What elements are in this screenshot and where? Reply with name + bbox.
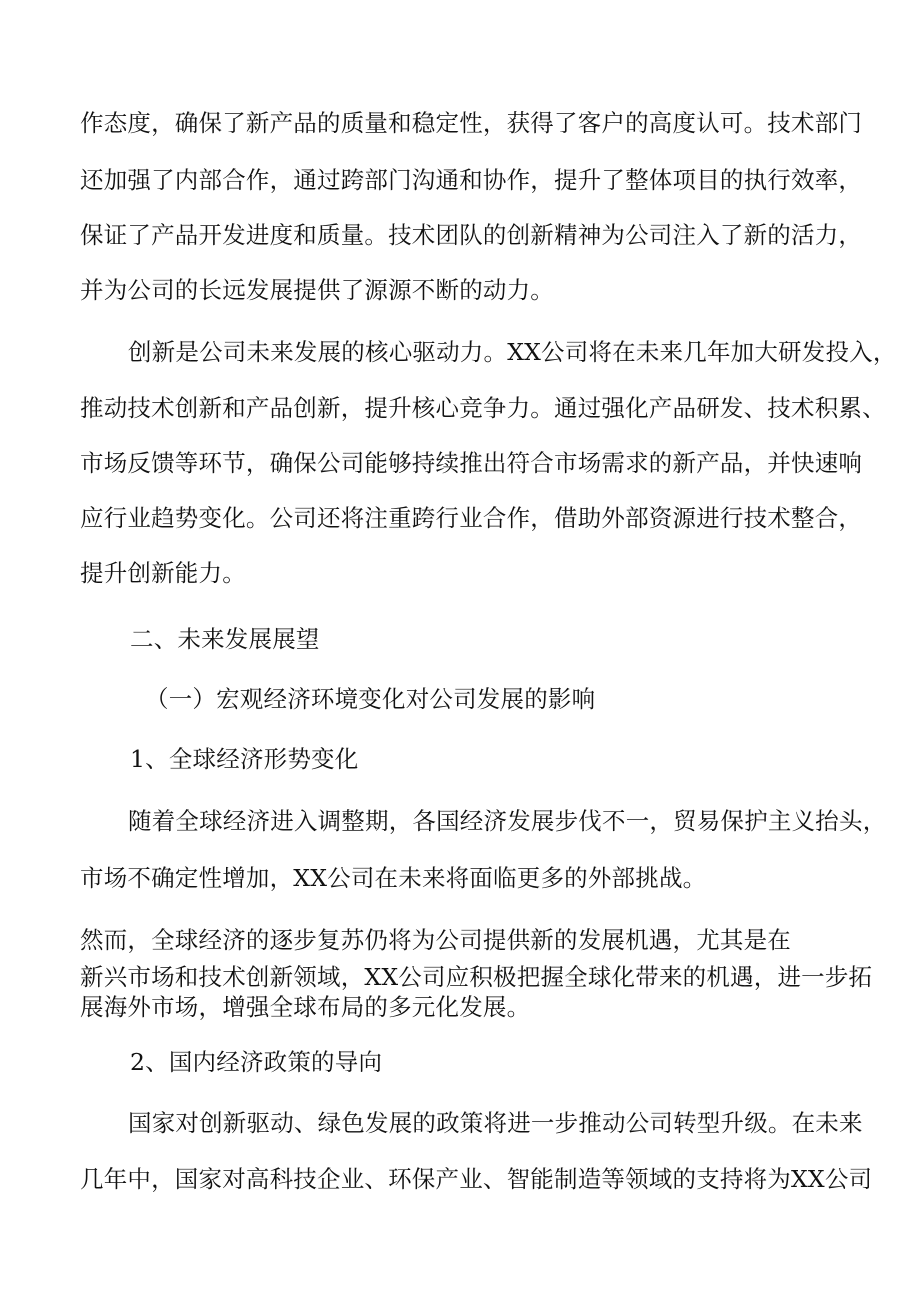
paragraph-line: 并为公司的长远发展提供了源源不断的动力。 [80, 276, 554, 304]
paragraph-line: 创新是公司未来发展的核心驱动力。XX公司将在未来几年加大研发投入， [128, 338, 897, 366]
paragraph-line: 作态度，确保了新产品的质量和稳定性，获得了客户的高度认可。技术部门 [80, 109, 863, 137]
subsection-heading: （一）宏观经济环境变化对公司发展的影响 [145, 685, 596, 713]
item-heading: 1、全球经济形势变化 [130, 745, 359, 773]
paragraph-line: 国家对创新驱动、绿色发展的政策将进一步推动公司转型升级。在未来 [128, 1109, 863, 1137]
paragraph-line: 提升创新能力。 [80, 559, 246, 587]
paragraph-line: 推动技术创新和产品创新，提升核心竞争力。通过强化产品研发、技术积累、 [80, 394, 886, 422]
paragraph-line: 然而，全球经济的逐步复苏仍将为公司提供新的发展机遇，尤其是在 [80, 926, 791, 954]
paragraph-line: 应行业趋势变化。公司还将注重跨行业合作，借助外部资源进行技术整合， [80, 504, 863, 532]
paragraph-line: 随着全球经济进入调整期，各国经济发展步伐不一，贸易保护主义抬头， [128, 807, 887, 835]
item-heading: 2、国内经济政策的导向 [130, 1048, 383, 1076]
paragraph-line: 市场反馈等环节，确保公司能够持续推出符合市场需求的新产品，并快速响 [80, 449, 863, 477]
paragraph-line: 市场不确定性增加，XX公司在未来将面临更多的外部挑战。 [80, 864, 707, 892]
paragraph-line: 几年中，国家对高科技企业、环保产业、智能制造等领域的支持将为XX公司 [80, 1165, 873, 1193]
paragraph-line: 展海外市场，增强全球布局的多元化发展。 [80, 993, 531, 1021]
paragraph-line: 新兴市场和技术创新领域，XX公司应积极把握全球化带来的机遇，进一步拓 [80, 963, 873, 991]
paragraph-line: 还加强了内部合作，通过跨部门沟通和协作，提升了整体项目的执行效率， [80, 166, 863, 194]
section-heading: 二、未来发展展望 [130, 625, 320, 653]
paragraph-line: 保证了产品开发进度和质量。技术团队的创新精神为公司注入了新的活力， [80, 221, 863, 249]
